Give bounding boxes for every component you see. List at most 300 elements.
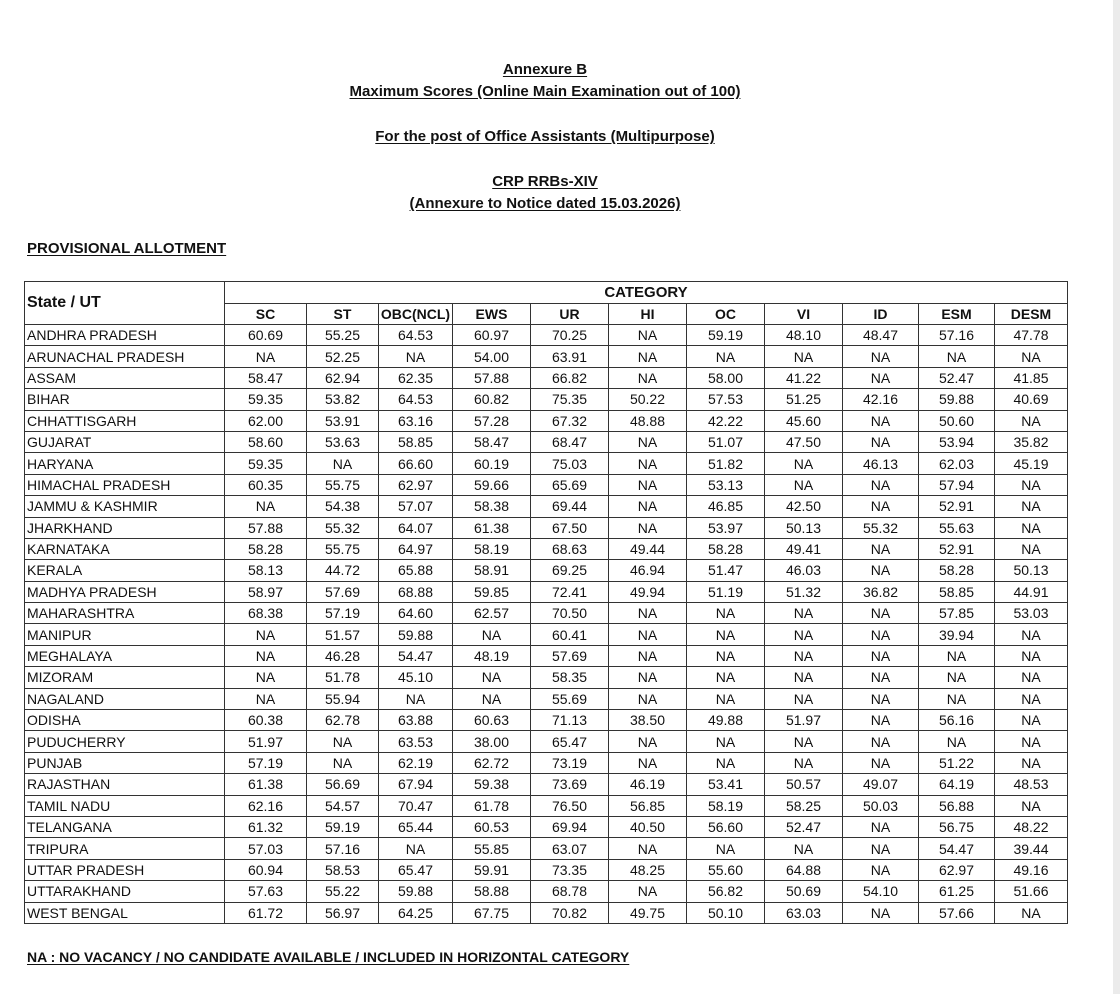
score-cell: 73.35: [531, 859, 609, 880]
score-cell: 58.91: [453, 560, 531, 581]
score-cell: NA: [995, 624, 1068, 645]
score-cell: NA: [609, 667, 687, 688]
score-cell: NA: [843, 645, 919, 666]
score-cell: NA: [609, 517, 687, 538]
score-cell: 56.88: [919, 795, 995, 816]
score-cell: 56.75: [919, 816, 995, 837]
score-cell: 49.16: [995, 859, 1068, 880]
state-name-cell: CHHATTISGARH: [25, 410, 225, 431]
score-cell: 57.69: [531, 645, 609, 666]
score-cell: 62.78: [307, 710, 379, 731]
column-header-oc: OC: [687, 304, 765, 325]
na-footnote: NA : NO VACANCY / NO CANDIDATE AVAILABLE / INCLUDED IN HORIZONTAL CATEGORY: [27, 949, 630, 965]
score-cell: 57.19: [225, 752, 307, 773]
score-cell: NA: [609, 838, 687, 859]
score-cell: NA: [687, 346, 765, 367]
score-cell: 57.16: [919, 325, 995, 346]
score-cell: 65.69: [531, 474, 609, 495]
score-cell: NA: [609, 346, 687, 367]
score-cell: 51.07: [687, 431, 765, 452]
state-name-cell: ASSAM: [25, 367, 225, 388]
score-cell: NA: [843, 624, 919, 645]
score-cell: NA: [995, 752, 1068, 773]
table-row: [25, 560, 1068, 581]
score-cell: 55.69: [531, 688, 609, 709]
post-subtitle: For the post of Office Assistants (Multipurpose): [375, 128, 715, 145]
score-cell: NA: [843, 859, 919, 880]
score-cell: NA: [225, 346, 307, 367]
section-label: PROVISIONAL ALLOTMENT: [27, 240, 227, 257]
score-cell: NA: [225, 496, 307, 517]
score-cell: 57.85: [919, 603, 995, 624]
score-cell: NA: [995, 731, 1068, 752]
score-cell: 46.19: [609, 774, 687, 795]
score-cell: 58.35: [531, 667, 609, 688]
score-cell: NA: [843, 367, 919, 388]
notice-reference: (Annexure to Notice dated 15.03.2026): [409, 195, 681, 212]
score-cell: 53.63: [307, 431, 379, 452]
column-header-esm: ESM: [919, 304, 995, 325]
max-scores-table: [24, 281, 1068, 924]
score-cell: 64.07: [379, 517, 453, 538]
state-name-cell: NAGALAND: [25, 688, 225, 709]
score-cell: 60.41: [531, 624, 609, 645]
score-cell: 60.82: [453, 389, 531, 410]
score-cell: 46.94: [609, 560, 687, 581]
state-name-cell: HIMACHAL PRADESH: [25, 474, 225, 495]
state-name-cell: GUJARAT: [25, 431, 225, 452]
score-cell: 60.19: [453, 453, 531, 474]
score-cell: 49.07: [843, 774, 919, 795]
score-cell: NA: [307, 752, 379, 773]
state-name-cell: MEGHALAYA: [25, 645, 225, 666]
score-cell: 54.10: [843, 881, 919, 902]
score-cell: 64.97: [379, 538, 453, 559]
score-cell: 48.25: [609, 859, 687, 880]
score-cell: 57.63: [225, 881, 307, 902]
score-cell: NA: [687, 752, 765, 773]
score-cell: NA: [995, 496, 1068, 517]
score-cell: 48.88: [609, 410, 687, 431]
score-cell: 54.47: [379, 645, 453, 666]
score-cell: 59.85: [453, 581, 531, 602]
score-cell: NA: [843, 710, 919, 731]
score-cell: 61.32: [225, 816, 307, 837]
score-cell: 67.50: [531, 517, 609, 538]
score-cell: 52.25: [307, 346, 379, 367]
score-cell: NA: [765, 752, 843, 773]
score-cell: 62.57: [453, 603, 531, 624]
score-cell: 47.50: [765, 431, 843, 452]
score-cell: NA: [765, 731, 843, 752]
score-cell: 51.97: [225, 731, 307, 752]
state-name-cell: JHARKHAND: [25, 517, 225, 538]
score-cell: 45.60: [765, 410, 843, 431]
table-row: [25, 710, 1068, 731]
score-cell: 69.44: [531, 496, 609, 517]
column-header-st: ST: [307, 304, 379, 325]
score-cell: 57.07: [379, 496, 453, 517]
score-cell: NA: [765, 667, 843, 688]
score-cell: 62.03: [919, 453, 995, 474]
score-cell: NA: [843, 346, 919, 367]
score-cell: 68.63: [531, 538, 609, 559]
score-cell: 68.78: [531, 881, 609, 902]
score-cell: NA: [765, 624, 843, 645]
score-cell: 60.35: [225, 474, 307, 495]
score-cell: NA: [379, 838, 453, 859]
score-cell: 54.57: [307, 795, 379, 816]
column-header-ur: UR: [531, 304, 609, 325]
table-row: [25, 838, 1068, 859]
score-cell: NA: [919, 731, 995, 752]
score-cell: 63.91: [531, 346, 609, 367]
table-row: [25, 453, 1068, 474]
score-cell: NA: [843, 752, 919, 773]
state-name-cell: HARYANA: [25, 453, 225, 474]
score-cell: 51.19: [687, 581, 765, 602]
score-cell: NA: [995, 346, 1068, 367]
table-row: [25, 688, 1068, 709]
score-cell: 63.88: [379, 710, 453, 731]
score-cell: 56.16: [919, 710, 995, 731]
score-cell: 50.57: [765, 774, 843, 795]
score-cell: 55.94: [307, 688, 379, 709]
score-cell: NA: [453, 667, 531, 688]
score-cell: 50.03: [843, 795, 919, 816]
score-cell: NA: [453, 688, 531, 709]
score-cell: NA: [609, 624, 687, 645]
score-cell: 64.88: [765, 859, 843, 880]
score-cell: 67.94: [379, 774, 453, 795]
score-cell: 49.94: [609, 581, 687, 602]
score-cell: 50.10: [687, 902, 765, 923]
score-cell: NA: [765, 688, 843, 709]
table-row: [25, 496, 1068, 517]
score-cell: 58.85: [379, 431, 453, 452]
score-cell: 70.47: [379, 795, 453, 816]
score-cell: 55.63: [919, 517, 995, 538]
column-header-vi: VI: [765, 304, 843, 325]
score-cell: NA: [609, 752, 687, 773]
score-cell: 53.13: [687, 474, 765, 495]
score-cell: 42.16: [843, 389, 919, 410]
score-cell: 58.13: [225, 560, 307, 581]
score-cell: 56.60: [687, 816, 765, 837]
score-cell: 75.03: [531, 453, 609, 474]
score-cell: 53.41: [687, 774, 765, 795]
score-cell: 58.53: [307, 859, 379, 880]
score-cell: 57.69: [307, 581, 379, 602]
score-cell: 56.82: [687, 881, 765, 902]
state-name-cell: MAHARASHTRA: [25, 603, 225, 624]
score-cell: 58.28: [687, 538, 765, 559]
score-cell: NA: [609, 603, 687, 624]
score-cell: 62.00: [225, 410, 307, 431]
state-name-cell: UTTARAKHAND: [25, 881, 225, 902]
state-name-cell: TAMIL NADU: [25, 795, 225, 816]
score-cell: 64.53: [379, 389, 453, 410]
score-cell: 53.03: [995, 603, 1068, 624]
score-cell: NA: [609, 474, 687, 495]
state-name-cell: UTTAR PRADESH: [25, 859, 225, 880]
score-cell: 54.38: [307, 496, 379, 517]
score-cell: NA: [843, 496, 919, 517]
score-cell: 68.47: [531, 431, 609, 452]
score-cell: NA: [995, 902, 1068, 923]
score-cell: NA: [995, 645, 1068, 666]
score-cell: 66.82: [531, 367, 609, 388]
score-cell: 57.28: [453, 410, 531, 431]
score-cell: 42.22: [687, 410, 765, 431]
score-cell: NA: [225, 624, 307, 645]
state-name-cell: PUNJAB: [25, 752, 225, 773]
score-cell: 64.53: [379, 325, 453, 346]
score-cell: NA: [687, 688, 765, 709]
score-cell: 58.97: [225, 581, 307, 602]
score-cell: 44.91: [995, 581, 1068, 602]
score-cell: 59.88: [379, 881, 453, 902]
score-cell: 50.69: [765, 881, 843, 902]
score-cell: NA: [307, 453, 379, 474]
score-cell: 57.16: [307, 838, 379, 859]
score-cell: 62.35: [379, 367, 453, 388]
score-cell: 48.10: [765, 325, 843, 346]
score-cell: 51.97: [765, 710, 843, 731]
document-title: Maximum Scores (Online Main Examination out of 100): [349, 83, 741, 100]
table-row: [25, 474, 1068, 495]
column-header-obc-ncl: OBC(NCL): [379, 304, 453, 325]
score-cell: 60.38: [225, 710, 307, 731]
score-cell: 55.75: [307, 538, 379, 559]
score-cell: 58.85: [919, 581, 995, 602]
state-name-cell: RAJASTHAN: [25, 774, 225, 795]
table-row: [25, 367, 1068, 388]
score-cell: 38.00: [453, 731, 531, 752]
score-cell: 51.47: [687, 560, 765, 581]
state-name-cell: ODISHA: [25, 710, 225, 731]
score-cell: 46.28: [307, 645, 379, 666]
score-cell: NA: [843, 410, 919, 431]
score-cell: NA: [843, 816, 919, 837]
score-cell: 52.91: [919, 496, 995, 517]
score-cell: 56.85: [609, 795, 687, 816]
score-cell: 51.25: [765, 389, 843, 410]
score-cell: NA: [225, 667, 307, 688]
score-cell: 62.19: [379, 752, 453, 773]
score-cell: 68.38: [225, 603, 307, 624]
score-cell: 55.32: [843, 517, 919, 538]
score-cell: 38.50: [609, 710, 687, 731]
score-cell: NA: [765, 838, 843, 859]
score-cell: 40.69: [995, 389, 1068, 410]
score-cell: 69.25: [531, 560, 609, 581]
score-cell: 59.35: [225, 453, 307, 474]
table-row: [25, 902, 1068, 923]
score-cell: 53.91: [307, 410, 379, 431]
score-cell: 70.82: [531, 902, 609, 923]
score-cell: 53.94: [919, 431, 995, 452]
score-cell: 48.19: [453, 645, 531, 666]
score-cell: NA: [687, 645, 765, 666]
score-cell: 51.22: [919, 752, 995, 773]
score-cell: 57.53: [687, 389, 765, 410]
score-cell: 64.19: [919, 774, 995, 795]
score-cell: 51.32: [765, 581, 843, 602]
score-cell: NA: [995, 795, 1068, 816]
score-cell: NA: [843, 731, 919, 752]
score-cell: 44.72: [307, 560, 379, 581]
score-cell: 52.91: [919, 538, 995, 559]
score-cell: NA: [609, 688, 687, 709]
score-cell: 48.47: [843, 325, 919, 346]
score-cell: 54.47: [919, 838, 995, 859]
score-cell: NA: [843, 902, 919, 923]
score-cell: 55.22: [307, 881, 379, 902]
score-cell: 47.78: [995, 325, 1068, 346]
score-cell: 45.10: [379, 667, 453, 688]
annexure-title: Annexure B: [502, 61, 588, 78]
score-cell: 51.82: [687, 453, 765, 474]
score-cell: 48.22: [995, 816, 1068, 837]
score-cell: 51.57: [307, 624, 379, 645]
score-cell: NA: [765, 453, 843, 474]
score-cell: 65.47: [531, 731, 609, 752]
score-cell: 57.19: [307, 603, 379, 624]
column-header-ews: EWS: [453, 304, 531, 325]
score-cell: 58.25: [765, 795, 843, 816]
score-cell: 53.97: [687, 517, 765, 538]
exam-name: CRP RRBs-XIV: [492, 173, 598, 190]
table-row: [25, 731, 1068, 752]
table-row: [25, 431, 1068, 452]
score-cell: 60.63: [453, 710, 531, 731]
score-cell: 61.25: [919, 881, 995, 902]
state-name-cell: KARNATAKA: [25, 538, 225, 559]
score-cell: 36.82: [843, 581, 919, 602]
state-name-cell: MANIPUR: [25, 624, 225, 645]
score-cell: NA: [609, 453, 687, 474]
score-cell: NA: [609, 496, 687, 517]
score-cell: 58.28: [225, 538, 307, 559]
table-row: [25, 645, 1068, 666]
score-cell: 50.60: [919, 410, 995, 431]
score-cell: 42.50: [765, 496, 843, 517]
score-cell: NA: [919, 688, 995, 709]
score-cell: 35.82: [995, 431, 1068, 452]
score-cell: 49.41: [765, 538, 843, 559]
score-cell: 62.94: [307, 367, 379, 388]
score-cell: NA: [609, 325, 687, 346]
score-cell: 39.94: [919, 624, 995, 645]
score-cell: 58.19: [453, 538, 531, 559]
score-cell: 60.97: [453, 325, 531, 346]
table-row: [25, 389, 1068, 410]
score-cell: 49.44: [609, 538, 687, 559]
state-name-cell: WEST BENGAL: [25, 902, 225, 923]
table-row: [25, 795, 1068, 816]
score-cell: NA: [995, 538, 1068, 559]
score-cell: 58.19: [687, 795, 765, 816]
score-cell: 62.97: [919, 859, 995, 880]
score-cell: 64.25: [379, 902, 453, 923]
state-name-cell: TRIPURA: [25, 838, 225, 859]
score-cell: 55.25: [307, 325, 379, 346]
score-cell: NA: [843, 667, 919, 688]
score-cell: 65.88: [379, 560, 453, 581]
score-cell: NA: [225, 645, 307, 666]
score-cell: 57.88: [225, 517, 307, 538]
score-cell: NA: [609, 645, 687, 666]
score-cell: 59.88: [379, 624, 453, 645]
table-row: [25, 581, 1068, 602]
score-cell: 58.88: [453, 881, 531, 902]
score-cell: 62.72: [453, 752, 531, 773]
score-cell: 59.35: [225, 389, 307, 410]
score-cell: 67.32: [531, 410, 609, 431]
score-cell: 58.60: [225, 431, 307, 452]
score-cell: NA: [765, 603, 843, 624]
score-cell: 61.78: [453, 795, 531, 816]
score-cell: NA: [687, 838, 765, 859]
table-row: [25, 816, 1068, 837]
score-cell: NA: [843, 538, 919, 559]
score-cell: 63.16: [379, 410, 453, 431]
score-cell: NA: [919, 346, 995, 367]
score-cell: 59.91: [453, 859, 531, 880]
score-cell: 59.88: [919, 389, 995, 410]
score-cell: NA: [995, 710, 1068, 731]
score-cell: 46.13: [843, 453, 919, 474]
table-row: [25, 774, 1068, 795]
score-cell: NA: [225, 688, 307, 709]
score-cell: NA: [609, 731, 687, 752]
score-cell: NA: [609, 881, 687, 902]
score-cell: 76.50: [531, 795, 609, 816]
table-row: [25, 325, 1068, 346]
score-cell: 73.19: [531, 752, 609, 773]
score-cell: 58.00: [687, 367, 765, 388]
column-header-id: ID: [843, 304, 919, 325]
score-cell: 50.22: [609, 389, 687, 410]
score-cell: 50.13: [765, 517, 843, 538]
score-cell: 58.38: [453, 496, 531, 517]
score-cell: 63.53: [379, 731, 453, 752]
score-cell: 65.47: [379, 859, 453, 880]
score-cell: 61.72: [225, 902, 307, 923]
score-cell: NA: [765, 346, 843, 367]
score-cell: 51.66: [995, 881, 1068, 902]
state-name-cell: ARUNACHAL PRADESH: [25, 346, 225, 367]
score-cell: NA: [995, 410, 1068, 431]
score-cell: 62.16: [225, 795, 307, 816]
score-cell: 58.28: [919, 560, 995, 581]
score-cell: 55.75: [307, 474, 379, 495]
score-cell: 59.66: [453, 474, 531, 495]
score-cell: 57.94: [919, 474, 995, 495]
score-cell: 50.13: [995, 560, 1068, 581]
score-cell: 60.94: [225, 859, 307, 880]
score-cell: NA: [379, 346, 453, 367]
score-cell: 46.03: [765, 560, 843, 581]
score-cell: NA: [995, 517, 1068, 538]
score-cell: NA: [609, 431, 687, 452]
score-cell: NA: [687, 731, 765, 752]
score-cell: NA: [919, 645, 995, 666]
table-row: [25, 624, 1068, 645]
column-header-hi: HI: [609, 304, 687, 325]
table-row: [25, 410, 1068, 431]
